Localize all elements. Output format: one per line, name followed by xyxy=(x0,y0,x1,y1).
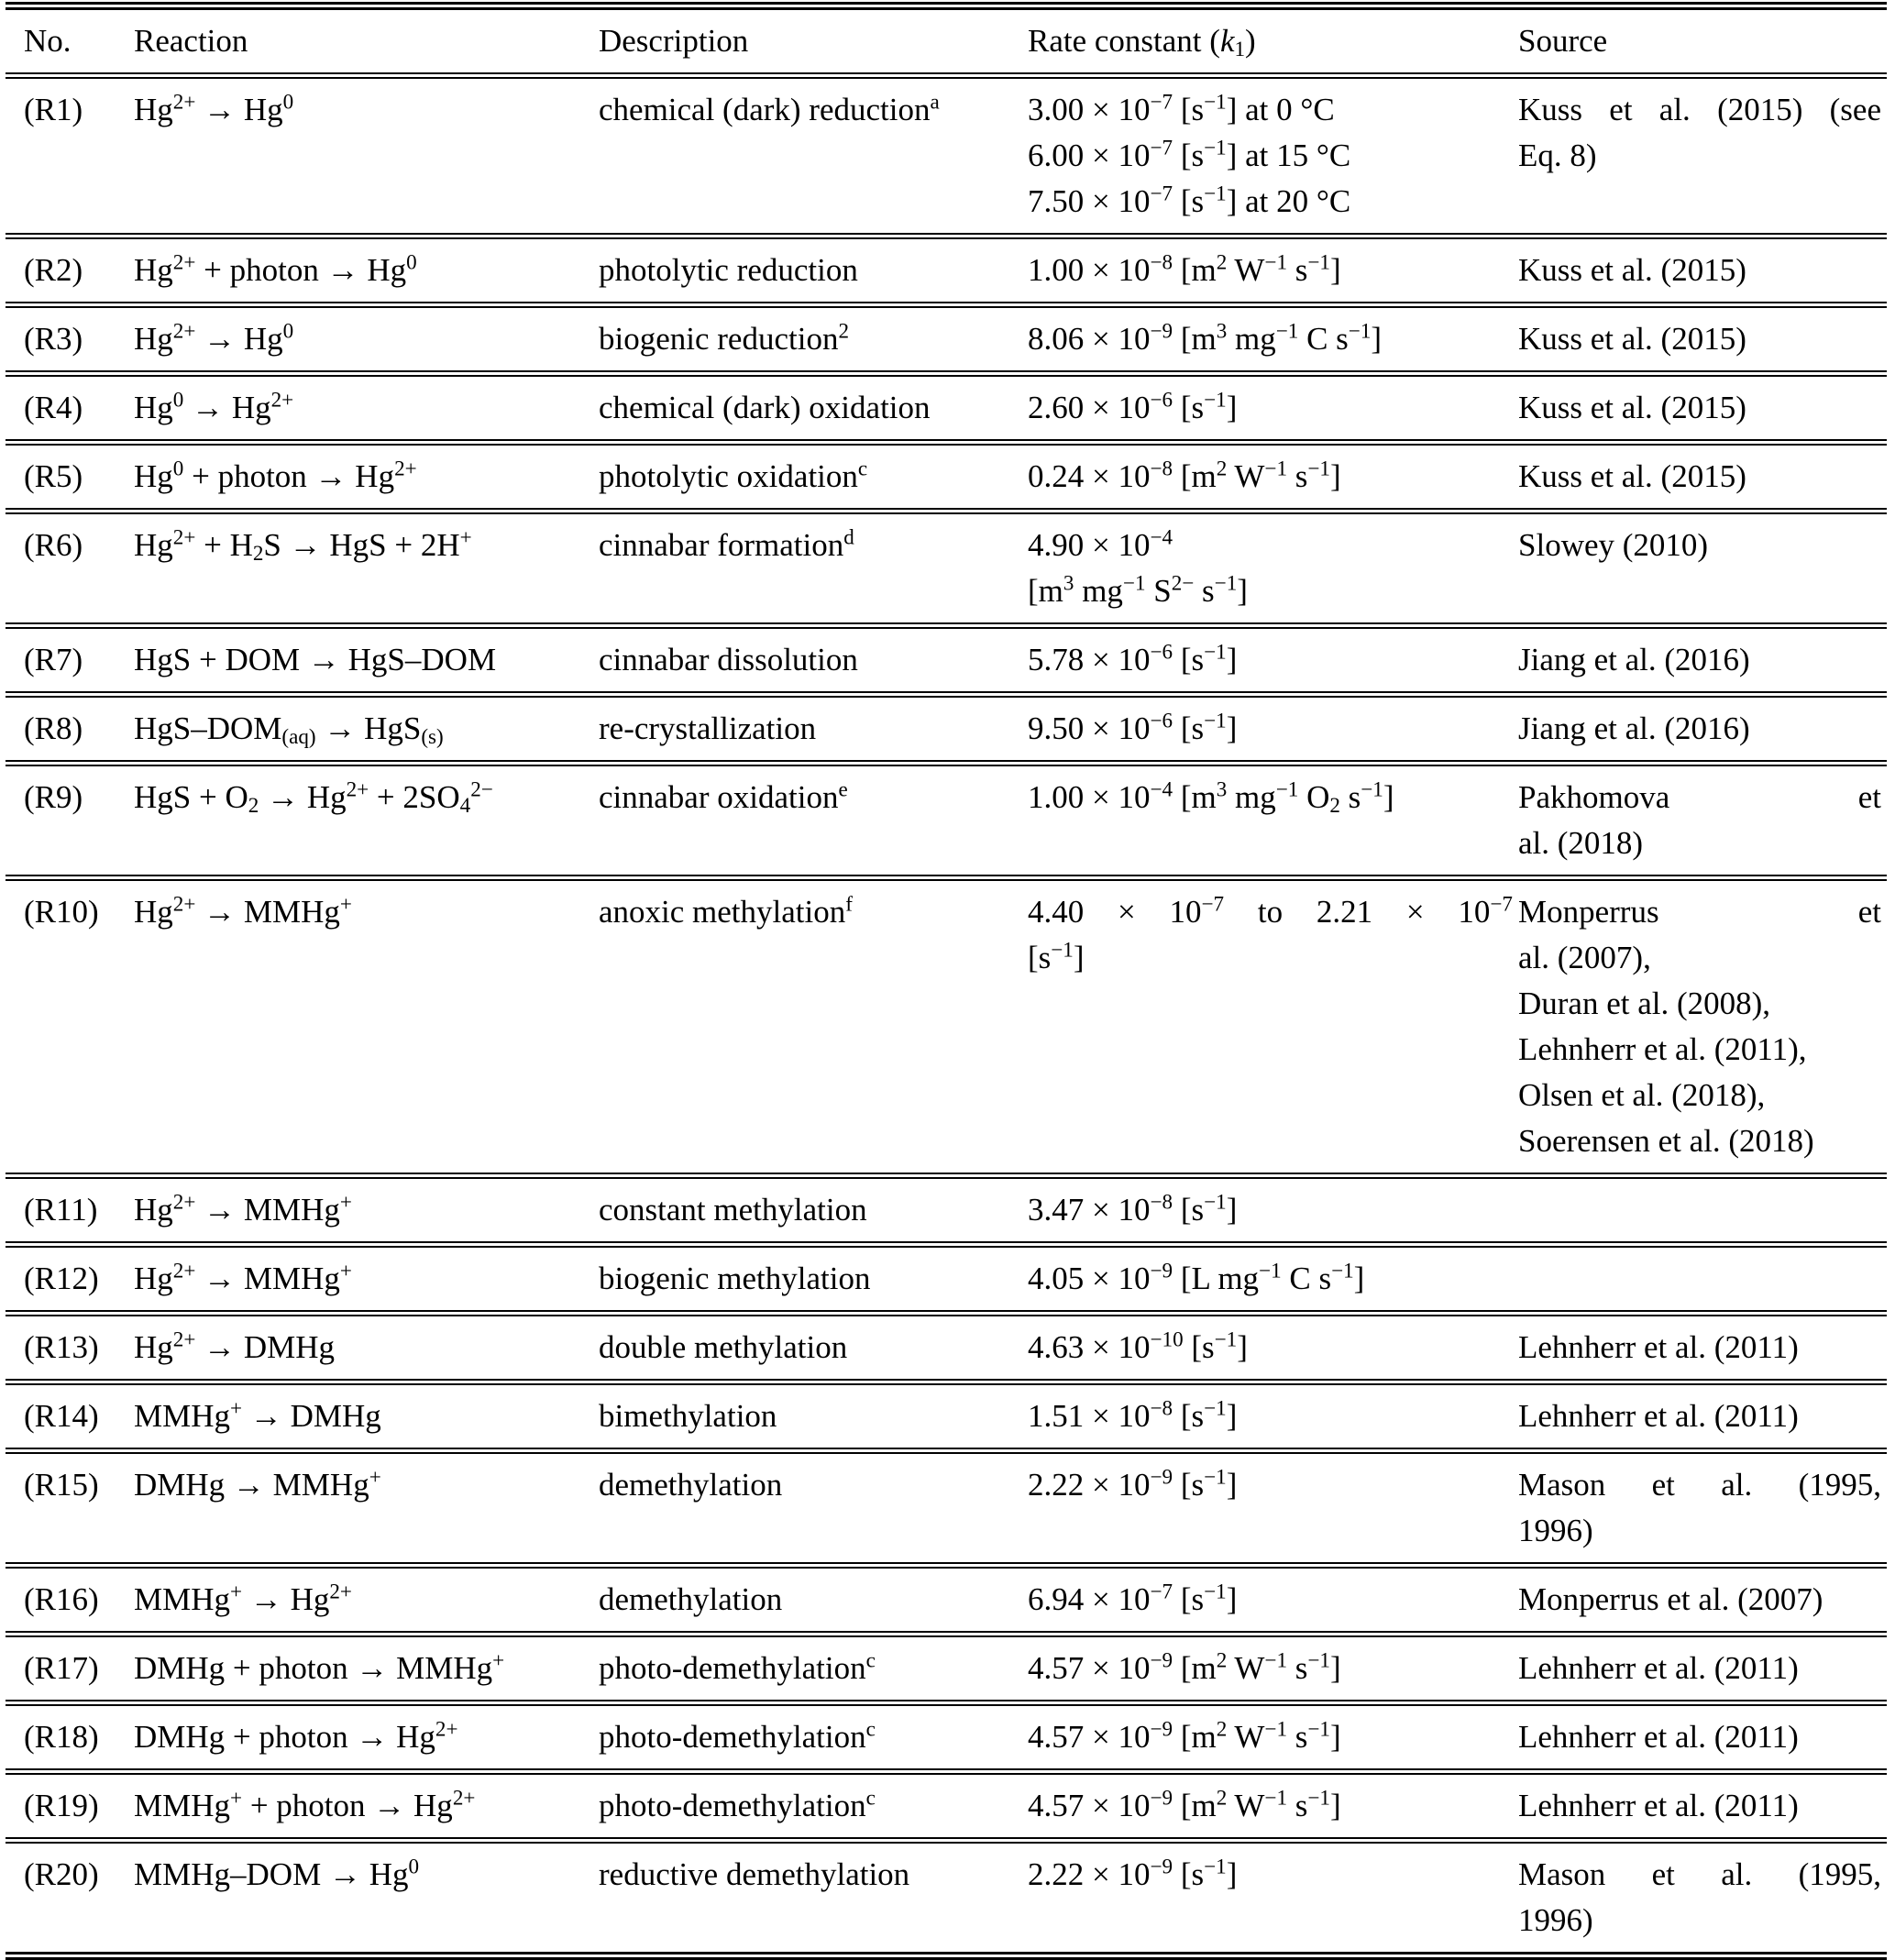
text-line: $2.22 \times 10^{-9}$ $[s^{-1}]$ xyxy=(1028,1854,1238,1892)
cell-reaction xyxy=(134,305,599,374)
text-line: $Hg^{2+} \to Hg^0$ xyxy=(134,318,294,357)
text-line: (R6) xyxy=(24,527,83,563)
table-row xyxy=(6,878,1887,1176)
text-line: (R13) xyxy=(24,1329,99,1365)
text-line: $4.63 \times 10^{-10}$ $[s^{-1}]$ xyxy=(1028,1327,1248,1365)
table-body xyxy=(6,76,1887,1956)
table-row xyxy=(6,1314,1887,1382)
cell-description xyxy=(599,764,1028,878)
cell-no xyxy=(6,512,134,626)
text-line: Kuss et al. (2015) xyxy=(1518,252,1746,288)
text-line: MMHg–DOM → $Hg^0$ xyxy=(134,1854,420,1892)
text-line: bimethylation xyxy=(599,1398,777,1434)
text-line: (R17) xyxy=(24,1650,99,1686)
text-line: (R12) xyxy=(24,1261,99,1296)
text-line: No. xyxy=(24,23,72,59)
text-line: Mason et al. (1995, xyxy=(1518,1467,1881,1503)
cell-source xyxy=(1518,76,1887,237)
text-line: (R14) xyxy=(24,1398,99,1434)
text-line: $4.57 \times 10^{-9}$ [$m^2$ $W^{-1}$ $s^{-1}$] xyxy=(1028,1716,1341,1755)
cell-source xyxy=(1518,878,1887,1176)
text-line: photolytic reduction xyxy=(599,252,858,288)
text-line: $0.24 \times 10^{-8}$ [$m^2$ $W^{-1}$ $s^{-1}$] xyxy=(1028,456,1341,494)
cell-source xyxy=(1518,305,1887,374)
text-line: $Hg^0$ + photon → $Hg^{2+}$ xyxy=(134,456,417,494)
cell-no xyxy=(6,1176,134,1245)
cell-description xyxy=(599,76,1028,237)
cell-reaction xyxy=(134,764,599,878)
text-line: $1.51 \times 10^{-8}$ $[s^{-1}]$ xyxy=(1028,1395,1238,1434)
cell-no xyxy=(6,1382,134,1451)
cell-rate xyxy=(1028,1382,1518,1451)
cell-no xyxy=(6,1635,134,1703)
text-line: Mason et al. (1995, xyxy=(1518,1856,1881,1892)
cell-rate xyxy=(1028,1703,1518,1772)
text-line: $4.57 \times 10^{-9}$ [$m^2$ $W^{-1}$ $s^{-1}$] xyxy=(1028,1785,1341,1823)
table-row xyxy=(6,1451,1887,1566)
column-header-no xyxy=(6,6,134,76)
cell-description xyxy=(599,1245,1028,1314)
table-row xyxy=(6,76,1887,237)
text-line: $6.00 \times 10^{-7}$ $[s^{-1}]$ at 15 °C xyxy=(1028,135,1351,173)
cell-reaction xyxy=(134,76,599,237)
cell-source xyxy=(1518,1382,1887,1451)
cell-description xyxy=(599,1382,1028,1451)
cell-reaction xyxy=(134,1382,599,1451)
text-line: Lehnherr et al. (2011) xyxy=(1518,1719,1799,1755)
text-line: (R10) xyxy=(24,894,99,930)
cell-source xyxy=(1518,626,1887,695)
cell-no xyxy=(6,1245,134,1314)
cell-rate xyxy=(1028,1314,1518,1382)
text-line: (R4) xyxy=(24,390,83,425)
cell-reaction xyxy=(134,626,599,695)
text-line: $3.47 \times 10^{-8}$ $[s^{-1}]$ xyxy=(1028,1189,1238,1228)
text-line: Lehnherr et al. (2011) xyxy=(1518,1788,1799,1823)
cell-reaction xyxy=(134,1245,599,1314)
text-line: double methylation xyxy=(599,1329,848,1365)
cell-reaction xyxy=(134,1703,599,1772)
cell-description xyxy=(599,443,1028,512)
text-line: Soerensen et al. (2018) xyxy=(1518,1123,1814,1159)
text-line: $7.50 \times 10^{-7}$ $[s^{-1}]$ at 20 °C xyxy=(1028,181,1351,219)
cell-reaction xyxy=(134,1772,599,1841)
text-line: $3.00 \times 10^{-7}$ $[s^{-1}]$ at 0 °C xyxy=(1028,89,1335,127)
cell-source xyxy=(1518,1566,1887,1635)
cell-reaction xyxy=(134,443,599,512)
cell-no xyxy=(6,626,134,695)
cell-rate xyxy=(1028,764,1518,878)
text-line: chemical (dark) reduction$^a$ xyxy=(599,89,940,127)
text-line: MMHg+ → DMHg xyxy=(134,1395,381,1434)
cell-source xyxy=(1518,237,1887,305)
text-line: reductive demethylation xyxy=(599,1856,910,1892)
text-line: (R1) xyxy=(24,92,83,127)
column-header-source xyxy=(1518,6,1887,76)
text-line: photo-demethylation$^c$ xyxy=(599,1647,876,1686)
cell-source xyxy=(1518,443,1887,512)
cell-reaction xyxy=(134,1566,599,1635)
table-row xyxy=(6,1176,1887,1245)
cell-no xyxy=(6,1841,134,1956)
text-line: (R9) xyxy=(24,779,83,815)
cell-rate xyxy=(1028,878,1518,1176)
table-row xyxy=(6,1841,1887,1956)
cell-rate xyxy=(1028,1841,1518,1956)
text-line: $Hg^{2+}$ → MMHg+ xyxy=(134,1189,352,1228)
cell-description xyxy=(599,1772,1028,1841)
text-line: al. (2018) xyxy=(1518,825,1644,861)
text-line: photo-demethylation$^c$ xyxy=(599,1716,876,1755)
text-line: (R7) xyxy=(24,642,83,677)
text-line: $[s^{-1}]$ xyxy=(1028,937,1085,975)
text-line: $Hg^{2+} \to Hg^0$ xyxy=(134,89,294,127)
cell-description xyxy=(599,305,1028,374)
text-line: $Hg^{2+}$ → DMHg xyxy=(134,1327,336,1365)
cell-source xyxy=(1518,374,1887,443)
text-line: DMHg + photon → MMHg+ xyxy=(134,1647,505,1686)
table-row xyxy=(6,1566,1887,1635)
text-line: (R8) xyxy=(24,710,83,746)
cell-description xyxy=(599,237,1028,305)
text-line: 1996) xyxy=(1518,1902,1593,1938)
table-row xyxy=(6,1703,1887,1772)
cell-description xyxy=(599,695,1028,764)
text-line: $5.78 \times 10^{-6}$ $[s^{-1}]$ xyxy=(1028,639,1238,677)
text-line: (R16) xyxy=(24,1581,99,1617)
cell-no xyxy=(6,695,134,764)
cell-reaction xyxy=(134,1451,599,1566)
text-line: (R18) xyxy=(24,1719,99,1755)
column-header-reaction xyxy=(134,6,599,76)
cell-source xyxy=(1518,1176,1887,1245)
text-line: Kuss et al. (2015) xyxy=(1518,321,1746,357)
text-line: $Hg^{2+}$ → MMHg+ xyxy=(134,891,352,930)
cell-description xyxy=(599,1566,1028,1635)
text-line: constant methylation xyxy=(599,1192,867,1228)
cell-rate xyxy=(1028,1451,1518,1566)
cell-reaction xyxy=(134,512,599,626)
cell-rate xyxy=(1028,443,1518,512)
cell-description xyxy=(599,374,1028,443)
cell-reaction xyxy=(134,878,599,1176)
text-line: HgS–$DOM_{(aq)} \to HgS_{(s)}$ xyxy=(134,710,444,749)
text-line: Lehnherr et al. (2011) xyxy=(1518,1650,1799,1686)
text-line: Source xyxy=(1518,23,1608,59)
cell-description xyxy=(599,626,1028,695)
cell-reaction xyxy=(134,1841,599,1956)
text-line: cinnabar oxidation$^e$ xyxy=(599,776,848,815)
cell-no xyxy=(6,305,134,374)
text-line: $Hg^{2+}$ + photon → $Hg^0$ xyxy=(134,249,417,288)
text-line: $Hg^{2+}$ → MMHg+ xyxy=(134,1258,352,1296)
cell-rate xyxy=(1028,626,1518,695)
text-line: (R15) xyxy=(24,1467,99,1503)
cell-description xyxy=(599,1635,1028,1703)
text-line: Lehnherr et al. (2011) xyxy=(1518,1329,1799,1365)
cell-reaction xyxy=(134,1314,599,1382)
cell-description xyxy=(599,512,1028,626)
text-line: DMHg + photon → $Hg^{2+}$ xyxy=(134,1716,458,1755)
cell-no xyxy=(6,76,134,237)
text-line: cinnabar dissolution xyxy=(599,642,858,677)
text-line: Reaction xyxy=(134,23,248,59)
cell-rate xyxy=(1028,374,1518,443)
column-header-rate xyxy=(1028,6,1518,76)
text-line: photo-demethylation$^c$ xyxy=(599,1785,876,1823)
text-line: Kuss et al. (2015) xyxy=(1518,458,1746,494)
cell-rate xyxy=(1028,1635,1518,1703)
cell-no xyxy=(6,1314,134,1382)
text-line: chemical (dark) oxidation xyxy=(599,390,931,425)
text-line: $Hg^{2+} + H_2S$ → HgS + 2H+ xyxy=(134,524,472,566)
text-line: Jiang et al. (2016) xyxy=(1518,642,1750,677)
table-row xyxy=(6,626,1887,695)
text-line: (R20) xyxy=(24,1856,99,1892)
cell-no xyxy=(6,443,134,512)
table-header xyxy=(6,6,1887,76)
column-header-description xyxy=(599,6,1028,76)
text-line: Rate constant $(k_1)$ xyxy=(1028,23,1256,61)
cell-source xyxy=(1518,1635,1887,1703)
text-line: al. (2007), xyxy=(1518,940,1651,975)
text-line: (R3) xyxy=(24,321,83,357)
table-row xyxy=(6,443,1887,512)
text-line: $4.05 \times 10^{-9}$ [L $mg^{-1}$ C $s^{-1}$] xyxy=(1028,1258,1365,1296)
text-line: demethylation xyxy=(599,1467,783,1503)
cell-source xyxy=(1518,1451,1887,1566)
cell-source xyxy=(1518,1772,1887,1841)
cell-reaction xyxy=(134,374,599,443)
text-line: Slowey (2010) xyxy=(1518,527,1709,563)
text-line: DMHg → MMHg+ xyxy=(134,1464,381,1503)
text-line: $8.06 \times 10^{-9}$ [$m^3$ $mg^{-1}$ C $s^{-1}$] xyxy=(1028,318,1383,357)
table-row xyxy=(6,695,1887,764)
cell-no xyxy=(6,1703,134,1772)
text-line: $4.40 \times 10^{-7}$ to $2.21 \times 10^{-7}$ xyxy=(1028,891,1513,930)
text-line: Description xyxy=(599,23,749,59)
text-line: Kuss et al. (2015) (see xyxy=(1518,92,1881,127)
cell-description xyxy=(599,1176,1028,1245)
text-line: demethylation xyxy=(599,1581,783,1617)
text-line: (R2) xyxy=(24,252,83,288)
text-line: Jiang et al. (2016) xyxy=(1518,710,1750,746)
table-row xyxy=(6,764,1887,878)
text-line: Eq. 8) xyxy=(1518,138,1597,173)
cell-rate xyxy=(1028,695,1518,764)
text-line: HgS + $O_2 \to Hg^{2+} + 2SO_4^{2-}$ xyxy=(134,776,493,818)
cell-rate xyxy=(1028,237,1518,305)
text-line: re-crystallization xyxy=(599,710,817,746)
text-line: $1.00 \times 10^{-8}$ [$m^2$ $W^{-1}$ $s^{-1}$] xyxy=(1028,249,1341,288)
text-line: $1.00 \times 10^{-4}$ [$m^3$ $mg^{-1}$ $O_2$ $s^{-1}$] xyxy=(1028,776,1394,818)
cell-no xyxy=(6,764,134,878)
text-line: $4.57 \times 10^{-9}$ [$m^2$ $W^{-1}$ $s^{-1}$] xyxy=(1028,1647,1341,1686)
text-line: MMHg+ → $Hg^{2+}$ xyxy=(134,1579,352,1617)
cell-description xyxy=(599,1314,1028,1382)
table-row xyxy=(6,512,1887,626)
cell-rate xyxy=(1028,76,1518,237)
cell-rate xyxy=(1028,1245,1518,1314)
text-line: 1996) xyxy=(1518,1513,1593,1548)
text-line: Monperrus et xyxy=(1518,894,1881,930)
text-line: $2.60 \times 10^{-6}$ $[s^{-1}]$ xyxy=(1028,387,1238,425)
text-line: Duran et al. (2008), xyxy=(1518,986,1771,1021)
cell-reaction xyxy=(134,237,599,305)
cell-reaction xyxy=(134,695,599,764)
cell-no xyxy=(6,1451,134,1566)
text-line: (R19) xyxy=(24,1788,99,1823)
cell-rate xyxy=(1028,512,1518,626)
cell-source xyxy=(1518,764,1887,878)
text-line: (R11) xyxy=(24,1192,98,1228)
reaction-rate-table xyxy=(6,2,1887,1960)
text-line: Pakhomova et xyxy=(1518,779,1881,815)
cell-rate xyxy=(1028,1566,1518,1635)
text-line: Lehnherr et al. (2011), xyxy=(1518,1031,1807,1067)
text-line: Kuss et al. (2015) xyxy=(1518,390,1746,425)
table-row xyxy=(6,1382,1887,1451)
text-line: HgS + DOM → HgS–DOM xyxy=(134,642,497,677)
cell-no xyxy=(6,878,134,1176)
text-line: $Hg^0 \to Hg^{2+}$ xyxy=(134,387,294,425)
cell-rate xyxy=(1028,1772,1518,1841)
cell-rate xyxy=(1028,1176,1518,1245)
cell-source xyxy=(1518,1314,1887,1382)
text-line: MMHg+ + photon → $Hg^{2+}$ xyxy=(134,1785,476,1823)
text-line: (R5) xyxy=(24,458,83,494)
cell-no xyxy=(6,1772,134,1841)
cell-source xyxy=(1518,695,1887,764)
cell-no xyxy=(6,1566,134,1635)
table-row xyxy=(6,305,1887,374)
text-line: Monperrus et al. (2007) xyxy=(1518,1581,1823,1617)
cell-source xyxy=(1518,1703,1887,1772)
text-line: Lehnherr et al. (2011) xyxy=(1518,1398,1799,1434)
cell-source xyxy=(1518,1245,1887,1314)
text-line: $4.90 \times 10^{-4}$ xyxy=(1028,524,1173,563)
cell-description xyxy=(599,878,1028,1176)
cell-description xyxy=(599,1703,1028,1772)
text-line: $9.50 \times 10^{-6}$ $[s^{-1}]$ xyxy=(1028,708,1238,746)
text-line: biogenic reduction$^2$ xyxy=(599,318,849,357)
cell-no xyxy=(6,237,134,305)
text-line: biogenic methylation xyxy=(599,1261,871,1296)
cell-no xyxy=(6,374,134,443)
text-line: cinnabar formation$^d$ xyxy=(599,524,854,563)
cell-source xyxy=(1518,1841,1887,1956)
text-line: $2.22 \times 10^{-9}$ $[s^{-1}]$ xyxy=(1028,1464,1238,1503)
cell-description xyxy=(599,1841,1028,1956)
text-line: Olsen et al. (2018), xyxy=(1518,1077,1766,1113)
cell-source xyxy=(1518,512,1887,626)
table-row xyxy=(6,1635,1887,1703)
cell-reaction xyxy=(134,1176,599,1245)
table-row xyxy=(6,1245,1887,1314)
text-line: $6.94 \times 10^{-7}$ $[s^{-1}]$ xyxy=(1028,1579,1238,1617)
cell-description xyxy=(599,1451,1028,1566)
table-row xyxy=(6,237,1887,305)
cell-reaction xyxy=(134,1635,599,1703)
table-row xyxy=(6,1772,1887,1841)
text-line: anoxic methylation$^f$ xyxy=(599,891,853,930)
table-row xyxy=(6,374,1887,443)
text-line: [$m^3$ $mg^{-1}$ $S^{2-}$ $s^{-1}$] xyxy=(1028,570,1248,609)
header-row xyxy=(6,6,1887,76)
cell-rate xyxy=(1028,305,1518,374)
text-line: photolytic oxidation$^c$ xyxy=(599,456,868,494)
